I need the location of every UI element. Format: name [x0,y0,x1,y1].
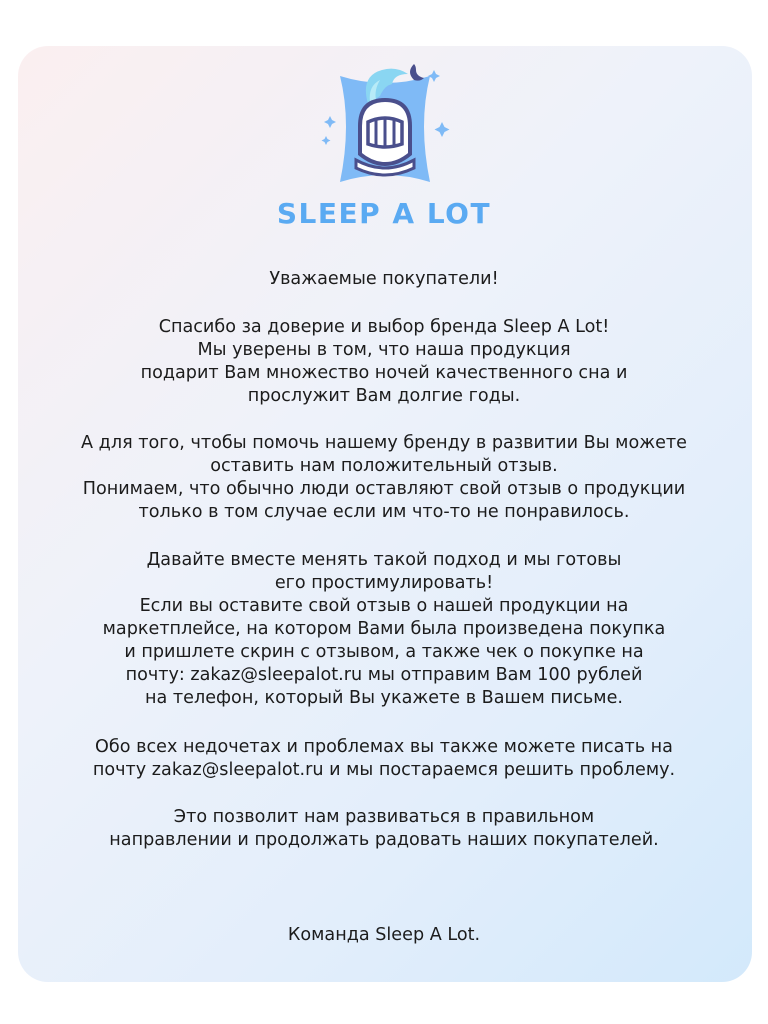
paragraph-offer [0,549,768,710]
paragraph-line: Если вы оставите свой отзыв о нашей продукции на [139,596,629,616]
paragraph-thanks [0,316,768,408]
greeting [0,268,768,291]
paragraph-line: А для того, чтобы помочь нашему бренду в развитии Вы можете [81,433,687,453]
paragraph-line: Понимаем, что обычно люди оставляют свой отзыв о продукции [82,479,686,499]
paragraph-line: прослужит Вам долгие годы. [247,386,521,406]
paragraph-line: Давайте вместе менять такой подход и мы готовы [146,550,622,570]
paragraph-line: подарит Вам множество ночей качественного сна и [140,363,628,383]
signature [0,924,768,947]
paragraph-line: только в том случае если им что-то не понравилось. [138,502,630,522]
brand-name: SLEEP A LOT [276,197,492,230]
paragraph-line: оставить нам положительный отзыв. [210,456,558,476]
paragraph-line: Это позволит нам развиваться в правильном [173,807,595,827]
paragraph-line: маркетплейсе, на котором Вами была произведена покупка [102,619,666,639]
paragraph-line: почту: zakaz@sleepalot.ru мы отправим Вам 100 рублей [125,665,643,685]
paragraph-line: направлении и продолжать радовать наших покупателей. [109,830,659,850]
paragraph-issues [0,736,768,782]
paragraph-closing [0,806,768,852]
paragraph-line: Мы уверены в том, что наша продукция [197,340,571,360]
paragraph-line: на телефон, который Вы укажете в Вашем письме. [145,688,623,708]
knight-helmet-on-pillow-icon [310,56,460,192]
greeting-text: Уважаемые покупатели! [269,269,499,289]
signature-text: Команда Sleep A Lot. [287,925,481,945]
paragraph-line: Обо всех недочетах и проблемах вы также можете писать на [95,737,673,757]
paragraph-review-request [0,432,768,524]
paragraph-line: почту zakaz@sleepalot.ru и мы постараемся решить проблему. [92,760,676,780]
paragraph-line: и пришлете скрин с отзывом, а также чек о покупке на [124,642,644,662]
paragraph-line: его простимулировать! [274,573,494,593]
paragraph-line: Спасибо за доверие и выбор бренда Sleep A Lot! [158,317,610,337]
